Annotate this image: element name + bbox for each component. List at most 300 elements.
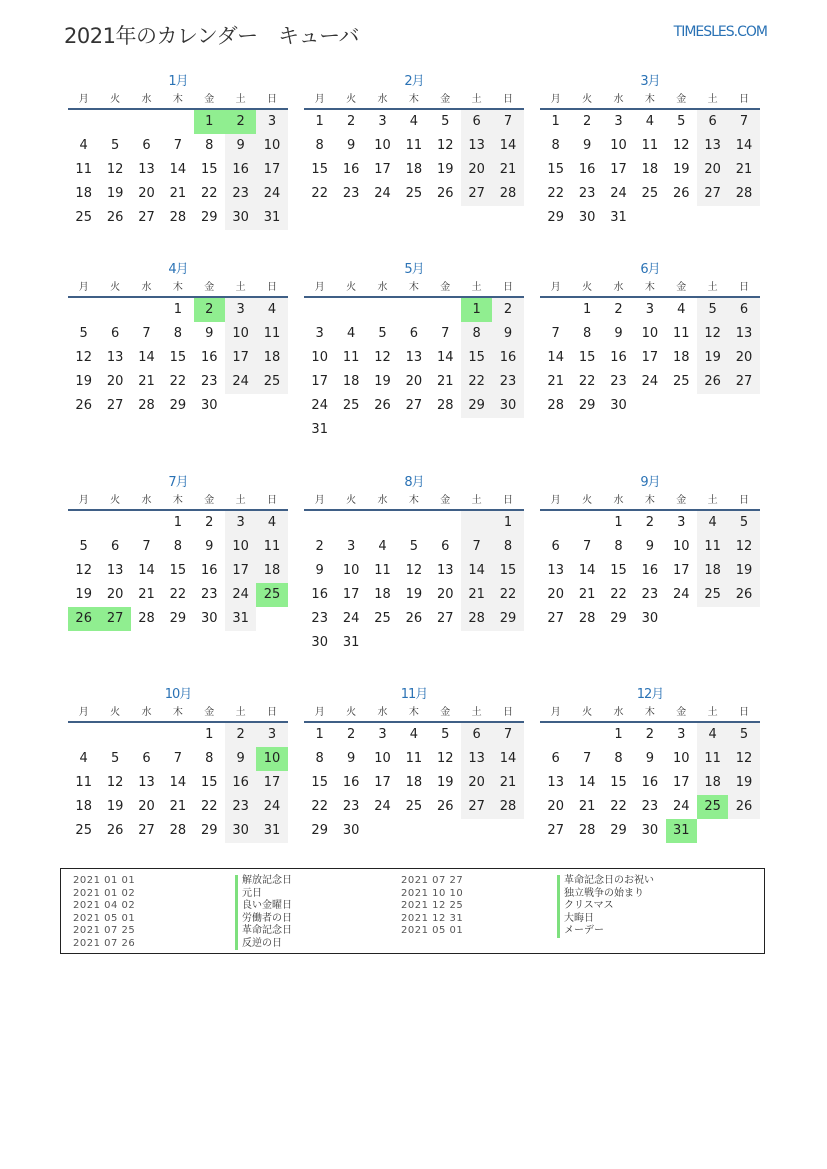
day-cell: 20 <box>547 799 564 814</box>
weekday-label: 土 <box>235 94 246 105</box>
weekday-label: 水 <box>377 282 388 293</box>
day-cell: 21 <box>728 158 759 182</box>
day-cell: 16 <box>641 775 659 790</box>
day-cell: 12 <box>436 138 454 153</box>
weekday-label: 日 <box>503 94 514 105</box>
weekday-label: 土 <box>471 282 482 293</box>
holiday-day-cell: 25 <box>256 583 287 607</box>
day-cell: 13 <box>106 350 124 365</box>
weekday-label: 火 <box>582 94 593 105</box>
day-cell: 31 <box>256 206 287 230</box>
day-cell: 21 <box>578 799 596 814</box>
holiday-day-cell: 25 <box>697 795 728 819</box>
month-5 <box>304 260 524 442</box>
day-cell: 19 <box>75 374 92 389</box>
day-cell: 7 <box>461 535 492 559</box>
day-cell: 14 <box>138 350 155 365</box>
day-cell: 13 <box>138 775 155 790</box>
day-cell: 20 <box>461 771 492 795</box>
weekday-label: 土 <box>471 495 482 506</box>
day-cell: 31 <box>342 635 360 650</box>
day-cell: 27 <box>106 398 124 413</box>
day-cell: 22 <box>311 186 328 201</box>
weekday-label: 木 <box>644 707 655 718</box>
day-cell: 17 <box>672 775 690 790</box>
weekday-label: 火 <box>110 282 121 293</box>
day-cell: 14 <box>492 747 523 771</box>
day-cell: 27 <box>436 611 454 626</box>
weekday-header <box>68 92 288 110</box>
day-cell: 23 <box>311 611 328 626</box>
day-cell: 23 <box>225 795 256 819</box>
day-cell: 16 <box>578 162 596 177</box>
day-cell: 27 <box>547 823 564 838</box>
weekday-label: 月 <box>550 94 561 105</box>
weekday-label: 水 <box>141 707 152 718</box>
day-cell: 18 <box>342 374 360 389</box>
day-cell: 18 <box>697 559 728 583</box>
empty-cell <box>571 511 602 535</box>
legend-date: 2021 04 02 <box>73 900 136 911</box>
day-cell: 19 <box>405 587 423 602</box>
day-grid <box>540 110 760 230</box>
day-cell: 22 <box>461 370 492 394</box>
day-cell: 8 <box>315 138 324 153</box>
empty-cell <box>162 110 193 134</box>
day-cell: 26 <box>75 398 92 413</box>
day-cell: 20 <box>436 587 454 602</box>
day-cell: 13 <box>138 162 155 177</box>
day-cell: 17 <box>256 158 287 182</box>
legend-holiday-name: 独立戦争の始まり <box>557 888 654 901</box>
weekday-label: 火 <box>582 495 593 506</box>
day-cell: 9 <box>346 138 356 153</box>
day-cell: 6 <box>110 326 120 341</box>
day-grid <box>540 511 760 631</box>
day-cell: 25 <box>405 186 423 201</box>
day-cell: 31 <box>225 607 256 631</box>
month-1 <box>68 72 288 230</box>
day-cell: 7 <box>492 110 523 134</box>
day-cell: 16 <box>610 350 627 365</box>
day-cell: 18 <box>374 587 391 602</box>
day-cell: 28 <box>138 611 155 626</box>
day-grid <box>540 723 760 843</box>
day-cell: 8 <box>551 138 560 153</box>
day-cell: 6 <box>142 138 151 153</box>
day-cell: 24 <box>256 182 287 206</box>
day-cell: 21 <box>461 583 492 607</box>
day-cell: 3 <box>225 511 256 535</box>
day-cell: 25 <box>256 370 287 394</box>
holiday-day-cell: 10 <box>256 747 287 771</box>
empty-cell <box>304 511 335 535</box>
day-cell: 9 <box>582 138 592 153</box>
day-cell: 8 <box>205 751 214 766</box>
day-cell: 1 <box>205 727 214 742</box>
day-cell: 12 <box>75 350 92 365</box>
weekday-label: 日 <box>739 707 750 718</box>
day-cell: 21 <box>169 186 187 201</box>
weekday-label: 日 <box>267 495 278 506</box>
day-cell: 2 <box>645 727 654 742</box>
weekday-label: 火 <box>110 707 121 718</box>
day-cell: 7 <box>551 326 560 341</box>
weekday-label: 月 <box>550 282 561 293</box>
day-cell: 10 <box>374 138 391 153</box>
day-cell: 28 <box>461 607 492 631</box>
empty-cell <box>571 723 602 747</box>
empty-cell <box>540 723 571 747</box>
day-cell: 30 <box>641 823 659 838</box>
day-cell: 2 <box>205 515 214 530</box>
day-cell: 5 <box>728 723 759 747</box>
day-cell: 10 <box>672 751 690 766</box>
month-11 <box>304 685 524 843</box>
day-grid <box>304 110 524 206</box>
day-cell: 30 <box>610 398 627 413</box>
legend-date: 2021 12 25 <box>401 900 464 911</box>
day-cell: 1 <box>492 511 523 535</box>
day-cell: 9 <box>205 539 214 554</box>
day-cell: 10 <box>374 751 391 766</box>
day-cell: 14 <box>728 134 759 158</box>
day-cell: 23 <box>200 374 218 389</box>
day-cell: 21 <box>169 799 187 814</box>
legend-date: 2021 07 25 <box>73 925 136 936</box>
weekday-label: 水 <box>141 495 152 506</box>
day-cell: 12 <box>672 138 690 153</box>
weekday-label: 金 <box>204 495 215 506</box>
day-cell: 11 <box>75 775 92 790</box>
weekday-label: 木 <box>408 94 419 105</box>
day-cell: 21 <box>436 374 454 389</box>
day-cell: 29 <box>547 210 564 225</box>
day-cell: 20 <box>405 374 423 389</box>
day-cell: 30 <box>200 398 218 413</box>
day-cell: 18 <box>697 771 728 795</box>
empty-cell <box>131 511 162 535</box>
weekday-label: 日 <box>503 707 514 718</box>
day-cell: 20 <box>138 799 155 814</box>
day-cell: 6 <box>461 110 492 134</box>
weekday-header <box>304 705 524 723</box>
day-cell: 28 <box>578 823 596 838</box>
day-cell: 1 <box>315 727 324 742</box>
day-cell: 27 <box>138 210 155 225</box>
weekday-label: 火 <box>346 282 357 293</box>
day-cell: 11 <box>256 535 287 559</box>
day-cell: 16 <box>641 563 659 578</box>
day-cell: 22 <box>547 186 564 201</box>
weekday-label: 金 <box>676 707 687 718</box>
weekday-label: 土 <box>707 707 718 718</box>
day-cell: 26 <box>374 398 391 413</box>
empty-cell <box>99 110 130 134</box>
month-4 <box>68 260 288 418</box>
legend-date: 2021 05 01 <box>73 912 136 924</box>
empty-cell <box>304 298 335 322</box>
weekday-label: 土 <box>707 282 718 293</box>
day-cell: 19 <box>106 799 124 814</box>
day-cell: 31 <box>256 819 287 843</box>
day-cell: 13 <box>697 134 728 158</box>
weekday-header <box>540 705 760 723</box>
weekday-header <box>304 280 524 298</box>
day-cell: 7 <box>142 326 151 341</box>
day-grid <box>304 723 524 843</box>
day-cell: 28 <box>578 611 596 626</box>
weekday-label: 日 <box>503 495 514 506</box>
day-cell: 24 <box>225 583 256 607</box>
day-cell: 20 <box>138 186 155 201</box>
holiday-day-cell: 31 <box>666 819 697 843</box>
day-cell: 25 <box>672 374 690 389</box>
day-cell: 6 <box>551 751 560 766</box>
month-6 <box>540 260 760 418</box>
holiday-day-cell: 26 <box>68 607 99 631</box>
legend-date: 2021 12 31 <box>401 912 464 924</box>
holiday-day-cell: 1 <box>461 298 492 322</box>
weekday-label: 土 <box>235 282 246 293</box>
day-cell: 4 <box>409 114 418 129</box>
weekday-label: 月 <box>314 707 325 718</box>
day-cell: 14 <box>436 350 454 365</box>
day-cell: 5 <box>697 298 728 322</box>
day-cell: 1 <box>551 114 560 129</box>
day-cell: 10 <box>225 322 256 346</box>
month-7 <box>68 473 288 631</box>
day-cell: 8 <box>173 539 182 554</box>
day-cell: 21 <box>492 158 523 182</box>
day-cell: 14 <box>547 350 564 365</box>
day-cell: 31 <box>610 210 627 225</box>
day-cell: 23 <box>610 374 627 389</box>
day-cell: 19 <box>436 162 454 177</box>
weekday-label: 金 <box>676 495 687 506</box>
day-cell: 21 <box>492 771 523 795</box>
weekday-label: 木 <box>172 282 183 293</box>
day-cell: 9 <box>225 747 256 771</box>
weekday-label: 木 <box>172 94 183 105</box>
day-cell: 10 <box>672 539 690 554</box>
empty-cell <box>335 298 366 322</box>
day-cell: 4 <box>378 539 387 554</box>
day-cell: 15 <box>578 350 596 365</box>
day-cell: 28 <box>138 398 155 413</box>
day-cell: 13 <box>547 563 564 578</box>
day-cell: 18 <box>256 559 287 583</box>
day-cell: 12 <box>75 563 92 578</box>
weekday-label: 月 <box>78 707 89 718</box>
day-cell: 22 <box>200 186 218 201</box>
month-10 <box>68 685 288 843</box>
day-cell: 27 <box>697 182 728 206</box>
day-cell: 26 <box>106 823 124 838</box>
day-cell: 30 <box>225 819 256 843</box>
day-cell: 29 <box>169 398 187 413</box>
day-cell: 3 <box>225 298 256 322</box>
day-cell: 28 <box>547 398 564 413</box>
day-cell: 12 <box>106 775 124 790</box>
day-cell: 5 <box>110 138 120 153</box>
empty-cell <box>68 110 99 134</box>
day-cell: 23 <box>342 799 360 814</box>
legend-date: 2021 01 01 <box>73 875 136 886</box>
weekday-label: 水 <box>613 495 624 506</box>
day-cell: 16 <box>200 563 218 578</box>
month-title: 7月 <box>168 475 188 490</box>
day-cell: 4 <box>79 138 88 153</box>
empty-cell <box>398 298 429 322</box>
day-cell: 3 <box>614 114 623 129</box>
empty-cell <box>131 110 162 134</box>
day-cell: 2 <box>582 114 592 129</box>
day-cell: 9 <box>645 539 654 554</box>
weekday-label: 日 <box>739 282 750 293</box>
month-title: 1月 <box>168 74 188 89</box>
weekday-label: 水 <box>377 495 388 506</box>
day-grid <box>68 511 288 631</box>
day-cell: 11 <box>697 535 728 559</box>
day-cell: 25 <box>75 210 92 225</box>
day-cell: 1 <box>315 114 324 129</box>
day-cell: 24 <box>374 799 391 814</box>
weekday-label: 火 <box>346 707 357 718</box>
day-cell: 21 <box>138 374 155 389</box>
day-cell: 4 <box>256 511 287 535</box>
day-cell: 14 <box>169 162 187 177</box>
day-cell: 11 <box>641 138 659 153</box>
day-cell: 23 <box>578 186 596 201</box>
weekday-header <box>540 92 760 110</box>
day-cell: 8 <box>205 138 214 153</box>
weekday-header <box>68 705 288 723</box>
day-cell: 28 <box>492 795 523 819</box>
month-2 <box>304 72 524 206</box>
day-cell: 28 <box>728 182 759 206</box>
day-cell: 17 <box>672 563 690 578</box>
site-link[interactable]: TIMESLES.COM <box>673 24 767 40</box>
weekday-label: 日 <box>739 495 750 506</box>
weekday-label: 水 <box>141 94 152 105</box>
day-cell: 11 <box>405 138 423 153</box>
day-cell: 11 <box>374 563 391 578</box>
weekday-label: 月 <box>550 495 561 506</box>
day-cell: 30 <box>641 611 659 626</box>
day-cell: 29 <box>578 398 596 413</box>
day-cell: 11 <box>672 326 690 341</box>
day-cell: 8 <box>173 326 182 341</box>
day-cell: 3 <box>346 539 356 554</box>
day-cell: 10 <box>342 563 360 578</box>
day-cell: 12 <box>728 747 759 771</box>
day-cell: 6 <box>441 539 450 554</box>
day-cell: 12 <box>374 350 391 365</box>
day-cell: 19 <box>672 162 690 177</box>
legend-holiday-name: クリスマス <box>557 900 654 913</box>
day-cell: 20 <box>697 158 728 182</box>
day-cell: 10 <box>225 535 256 559</box>
legend-left-dates <box>73 875 135 950</box>
month-title: 3月 <box>640 74 660 89</box>
day-cell: 18 <box>405 775 423 790</box>
weekday-label: 土 <box>235 707 246 718</box>
weekday-label: 月 <box>314 94 325 105</box>
day-cell: 26 <box>672 186 690 201</box>
day-cell: 3 <box>677 515 686 530</box>
day-cell: 7 <box>173 751 182 766</box>
day-grid <box>304 298 524 442</box>
day-cell: 13 <box>461 134 492 158</box>
legend-holiday-name: 反逆の日 <box>235 938 292 951</box>
legend-left-names <box>235 875 292 950</box>
day-cell: 17 <box>641 350 659 365</box>
day-cell: 19 <box>374 374 391 389</box>
day-cell: 2 <box>346 114 356 129</box>
weekday-label: 木 <box>172 495 183 506</box>
weekday-label: 金 <box>676 282 687 293</box>
day-cell: 9 <box>315 563 324 578</box>
day-cell: 4 <box>697 511 728 535</box>
day-cell: 26 <box>106 210 124 225</box>
weekday-label: 水 <box>377 707 388 718</box>
day-cell: 3 <box>378 114 387 129</box>
day-cell: 13 <box>461 747 492 771</box>
day-cell: 19 <box>75 587 92 602</box>
day-cell: 15 <box>547 162 564 177</box>
day-cell: 18 <box>641 162 659 177</box>
day-cell: 14 <box>578 775 596 790</box>
day-cell: 3 <box>645 302 654 317</box>
month-title: 5月 <box>404 262 424 277</box>
weekday-label: 月 <box>314 282 325 293</box>
weekday-header <box>68 280 288 298</box>
day-cell: 9 <box>225 134 256 158</box>
day-cell: 17 <box>225 559 256 583</box>
weekday-label: 木 <box>172 707 183 718</box>
weekday-label: 金 <box>440 707 451 718</box>
day-cell: 23 <box>641 587 659 602</box>
day-cell: 6 <box>142 751 151 766</box>
day-cell: 16 <box>225 158 256 182</box>
day-cell: 30 <box>578 210 596 225</box>
day-cell: 30 <box>225 206 256 230</box>
day-cell: 8 <box>614 751 623 766</box>
day-cell: 29 <box>610 611 627 626</box>
day-cell: 18 <box>672 350 690 365</box>
day-cell: 26 <box>405 611 423 626</box>
weekday-label: 水 <box>613 707 624 718</box>
empty-cell <box>99 511 130 535</box>
weekday-label: 日 <box>503 282 514 293</box>
weekday-label: 土 <box>235 495 246 506</box>
day-cell: 15 <box>169 563 187 578</box>
weekday-label: 火 <box>110 495 121 506</box>
day-cell: 22 <box>169 587 187 602</box>
day-cell: 18 <box>75 186 92 201</box>
day-cell: 17 <box>374 162 391 177</box>
day-cell: 11 <box>697 747 728 771</box>
weekday-header <box>304 493 524 511</box>
day-cell: 13 <box>547 775 564 790</box>
weekday-label: 木 <box>644 282 655 293</box>
day-cell: 15 <box>311 162 328 177</box>
day-cell: 26 <box>728 583 759 607</box>
holiday-day-cell: 1 <box>194 110 225 134</box>
day-cell: 24 <box>672 587 690 602</box>
day-cell: 29 <box>169 611 187 626</box>
